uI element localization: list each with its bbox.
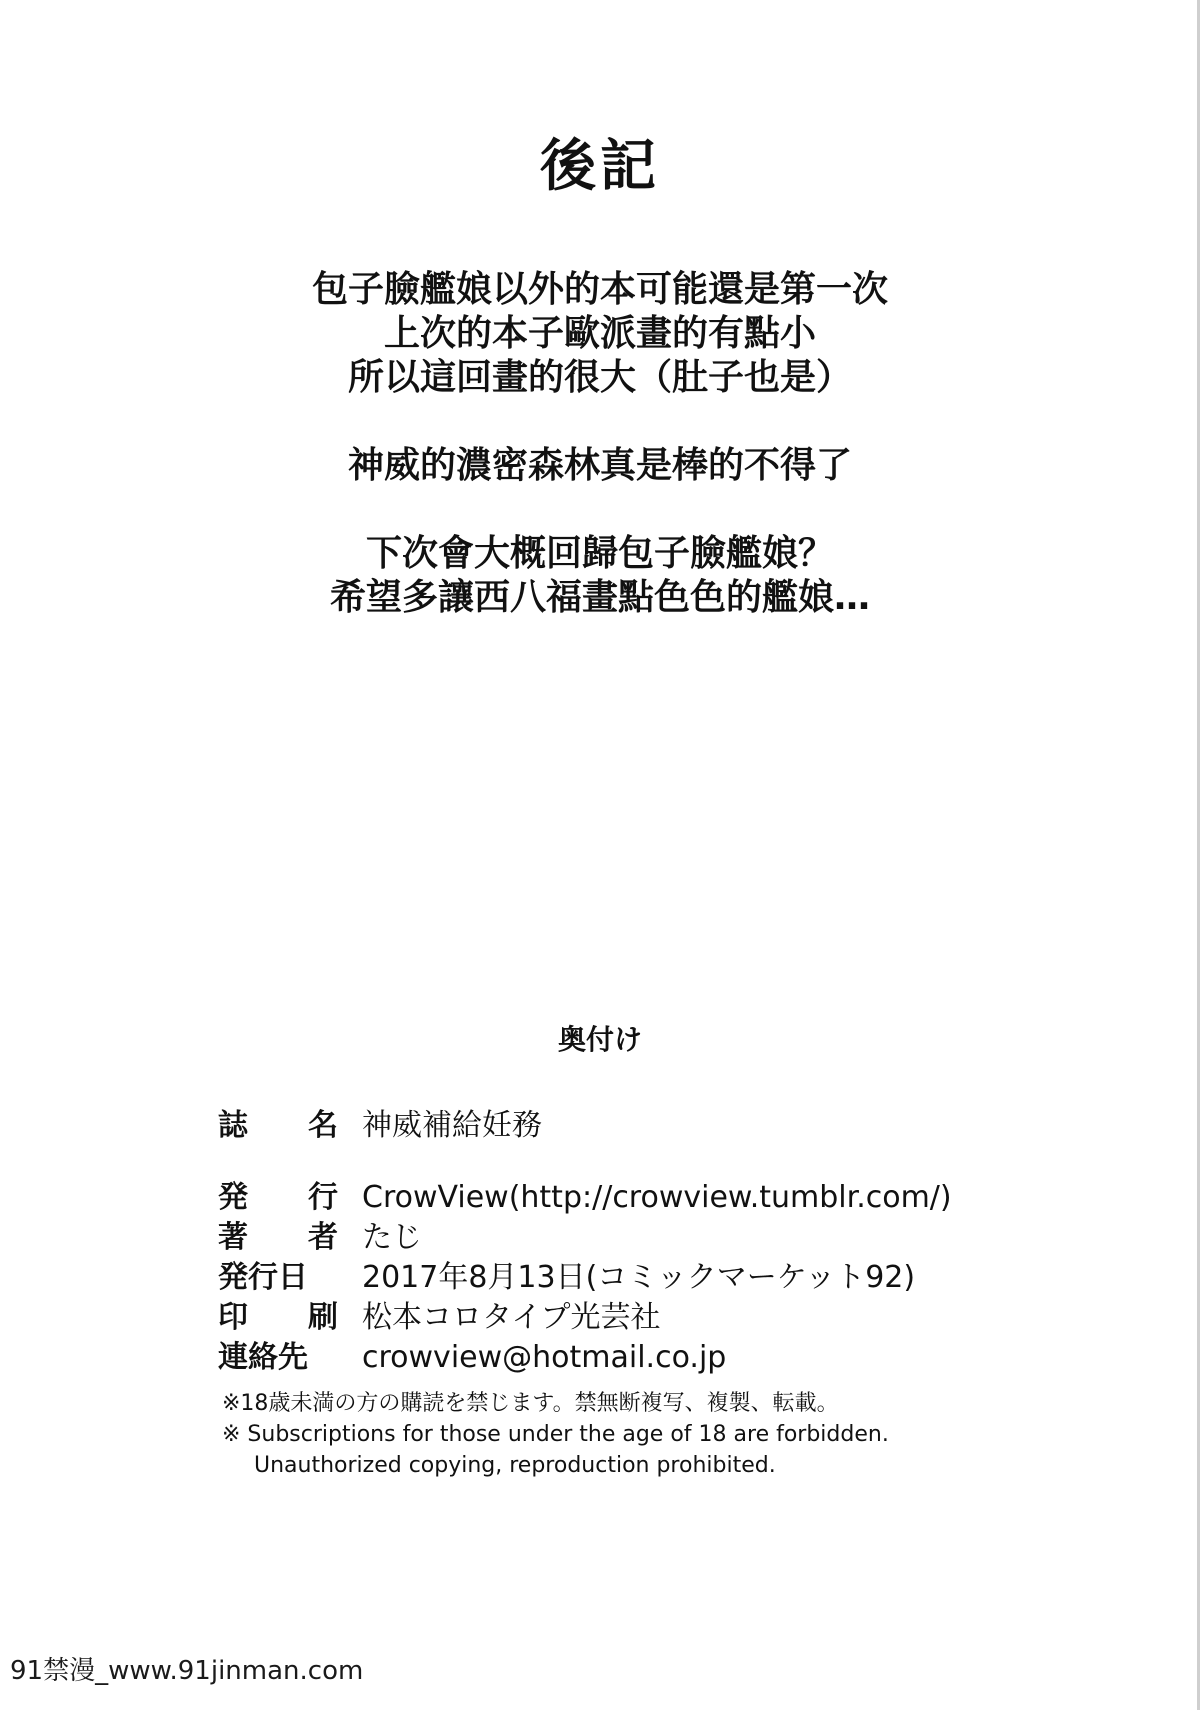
colophon-row-publisher [218,1172,1118,1215]
label-char: 著 [218,1220,248,1255]
afterword-line: 神威的濃密森林真是棒的不得了 [347,445,852,486]
colophon [218,1100,1118,1375]
label-char: 刷 [308,1300,338,1335]
label-char: 発 [218,1180,248,1215]
colophon-row-author [218,1212,1118,1255]
colophon-value: 2017年8月13日(コミックマーケット92) [362,1260,916,1295]
label-char: 名 [308,1108,338,1143]
colophon-label [218,1292,338,1336]
colophon-value: crowview@hotmail.co.jp [362,1340,727,1375]
afterword-paragraph-3 [0,532,1200,620]
notice-jp: ※18歳未満の方の購読を禁じます。禁無断複写、複製、転載。 [222,1391,839,1416]
colophon-value: たじ [362,1220,422,1255]
afterword-paragraph-1 [0,268,1200,400]
colophon-row-contact [218,1332,1118,1375]
afterword-line: 下次會大概回歸包子臉艦娘？ [365,533,834,574]
notice-en-cont: Unauthorized copying, reproduction prohibited. [254,1453,776,1478]
colophon-label [218,1172,338,1216]
afterword-line: 上次的本子歐派畫的有點小 [383,313,816,354]
label-char: 行 [308,1180,338,1215]
colophon-value: 神威補給妊務 [362,1108,542,1143]
label-char: 発行日 [218,1260,308,1295]
label-char: 誌 [218,1108,248,1143]
label-char: 印 [218,1300,248,1335]
afterword-line: 所以這回畫的很大（肚子也是） [347,357,852,398]
afterword-body [0,268,1200,664]
colophon-label [218,1100,338,1144]
label-char: 者 [308,1220,338,1255]
colophon-label [218,1212,338,1256]
spacer [218,1140,1118,1172]
label-char: 連絡先 [218,1340,308,1375]
colophon-heading: 奥付け [557,1023,642,1056]
colophon-label [218,1332,338,1376]
colophon-row-date [218,1252,1118,1295]
afterword-line: 包子臉艦娘以外的本可能還是第一次 [311,269,888,310]
colophon-label [218,1252,338,1296]
colophon-value: 松本コロタイプ光芸社 [362,1300,661,1335]
page-title: 後記 [540,134,660,199]
colophon-row-printer [218,1292,1118,1335]
notice-en: ※ Subscriptions for those under the age of 18 are forbidden. [222,1422,889,1447]
colophon-value: CrowView(http://crowview.tumblr.com/) [362,1180,952,1215]
site-watermark: 91禁漫_www.91jinman.com [10,1656,364,1686]
afterword-line: 希望多讓西八福畫點色色的艦娘… [329,577,870,618]
legal-notices [222,1388,1122,1481]
colophon-row-title [218,1100,1118,1143]
afterword-paragraph-2 [0,444,1200,488]
